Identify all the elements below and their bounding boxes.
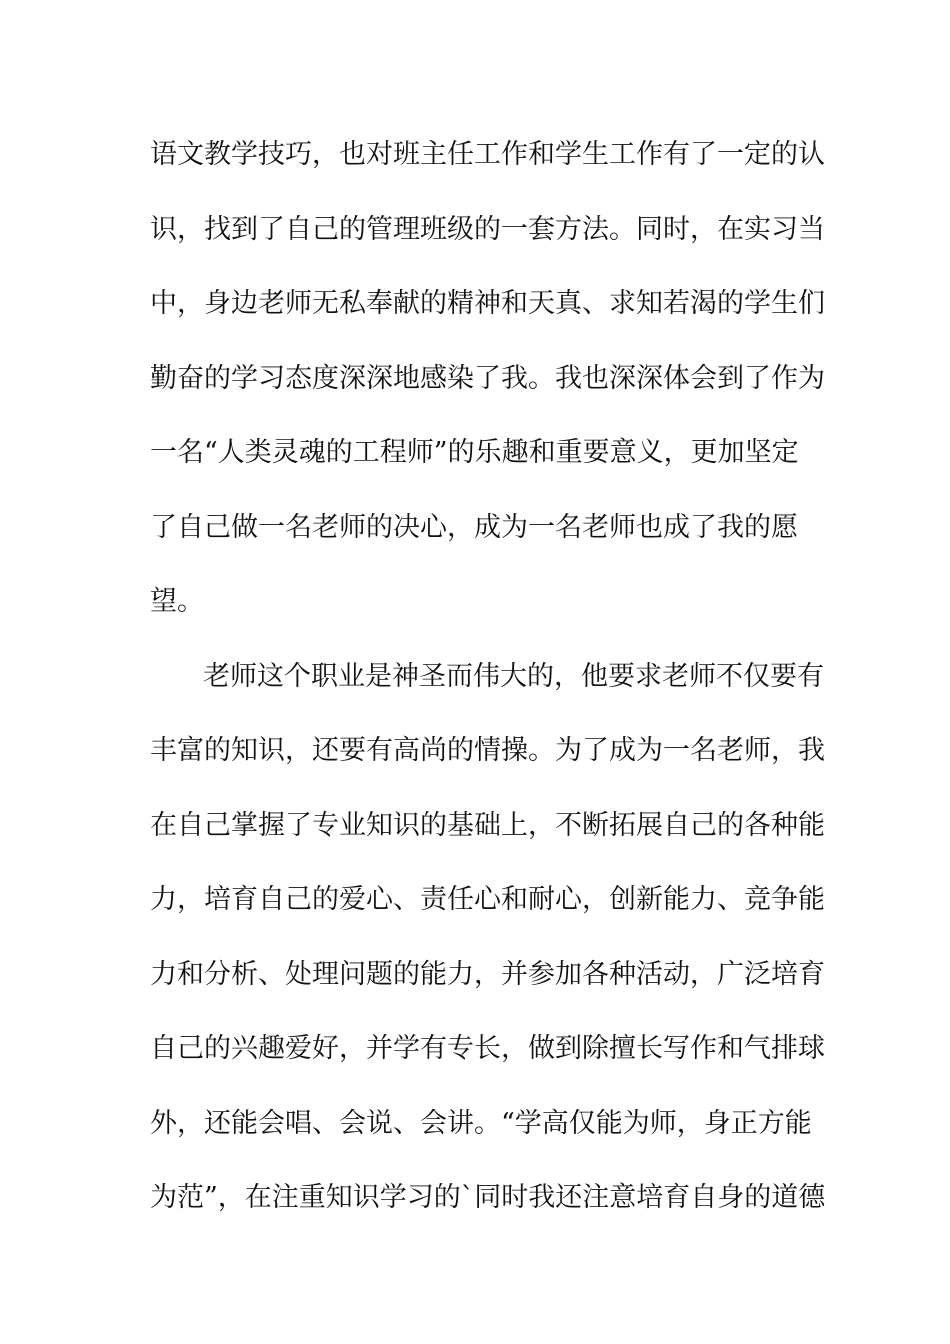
paragraph-2-line-2: 丰富的知识，还要有高尚的情操。为了成为一名老师，我 — [150, 735, 825, 766]
paragraph-2-line-4: 力，培育自己的爱心、责任心和耐心，创新能力、竞争能 — [150, 884, 825, 915]
paragraph-2-line-8: 为范”，在注重知识学习的`同时我还注意培育自身的道德 — [150, 1182, 826, 1213]
paragraph-2-line-5: 力和分析、处理问题的能力，并参加各种活动，广泛培育 — [150, 959, 825, 990]
paragraph-1-line-2: 识，找到了自己的管理班级的一套方法。同时，在实习当 — [150, 214, 825, 245]
paragraph-1-line-7: 望。 — [150, 586, 204, 617]
paragraph-1-line-1: 语文教学技巧，也对班主任工作和学生工作有了一定的认 — [150, 139, 825, 170]
paragraph-1-line-6: 了自己做一名老师的决心，成为一名老师也成了我的愿 — [150, 512, 798, 543]
paragraph-1-line-5: 一名“人类灵魂的工程师”的乐趣和重要意义，更加坚定 — [150, 437, 799, 468]
paragraph-1-line-4: 勤奋的学习态度深深地感染了我。我也深深体会到了作为 — [150, 363, 825, 394]
paragraph-2-line-3: 在自己掌握了专业知识的基础上，不断拓展自己的各种能 — [150, 810, 825, 841]
paragraph-2-line-7: 外，还能会唱、会说、会讲。“学高仅能为师，身正方能 — [150, 1108, 812, 1139]
paragraph-1-line-3: 中，身边老师无私奉献的精神和天真、求知若渴的学生们 — [150, 288, 825, 319]
paragraph-2-line-6: 自己的兴趣爱好，并学有专长，做到除擅长写作和气排球 — [150, 1033, 825, 1064]
paragraph-2-line-1: 老师这个职业是神圣而伟大的，他要求老师不仅要有 — [203, 661, 824, 692]
